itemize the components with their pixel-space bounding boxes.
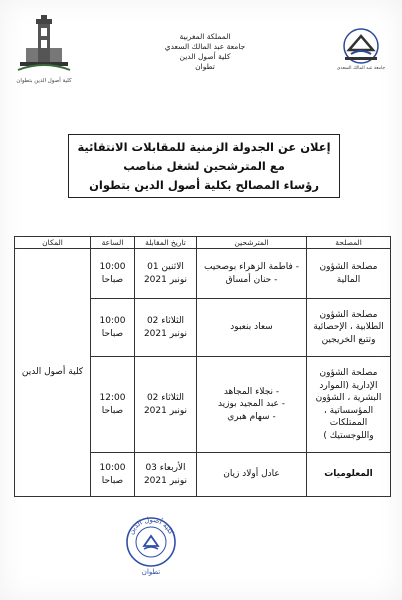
interview-schedule-table — [14, 236, 391, 497]
minaret-logo-icon — [12, 14, 76, 78]
time-cell: 10:00 صباحا — [91, 453, 135, 497]
faculty-logo-caption: كلية أصول الدين بتطوان — [16, 78, 72, 84]
header-line-university: جامعة عبد المالك السعدي — [164, 42, 246, 51]
dept-cell: المعلوميات — [307, 453, 391, 497]
faculty-logo — [8, 14, 80, 100]
time-cell: 10:00 صباحا — [91, 249, 135, 299]
candidate-name: - فاطمة الزهراء بوصحيب — [200, 261, 303, 274]
candidate-name: - سهام هبري — [200, 411, 303, 424]
candidate-name: - نجلاء المجاهد — [200, 386, 303, 399]
dept-cell: مصلحة الشؤون المالية — [307, 249, 391, 299]
date-cell: الثلاثاء 02 نونبر 2021 — [135, 299, 197, 357]
institution-header — [150, 32, 260, 72]
university-logo-caption: جامعة عبد المالك السعدي — [336, 66, 386, 71]
header-line-faculty: كلية أصول الدين — [179, 52, 231, 61]
header-line-kingdom: المملكة المغربية — [179, 32, 231, 41]
header-candidates: المترشحين — [197, 237, 307, 249]
title-line-2: مع المترشحين لشغل مناصب — [123, 158, 285, 173]
time-cell: 10:00 صباحا — [91, 299, 135, 357]
table-row — [15, 249, 391, 299]
candidate-name: عادل أولاد زيان — [223, 469, 280, 480]
candidate-name: - عبد المجيد بوزيد — [200, 398, 303, 411]
stamp-seal-icon — [122, 512, 180, 576]
header-date: تاريخ المقابلة — [135, 237, 197, 249]
faculty-stamp — [122, 512, 180, 576]
table-header-row — [15, 237, 391, 249]
date-cell: الاثنين 01 نونبر 2021 — [135, 249, 197, 299]
place-cell: كلية أصول الدين — [15, 249, 91, 497]
time-cell: 12:00 صباحا — [91, 357, 135, 453]
title-line-3: رؤساء المصالح بكلية أصول الدين بتطوان — [89, 177, 319, 192]
date-cell: الثلاثاء 02 نونبر 2021 — [135, 357, 197, 453]
candidates-cell — [197, 299, 307, 357]
header-line-city: تطوان — [195, 62, 215, 71]
title-line-1: إعلان عن الجدولة الزمنية للمقابلات الانتقائية — [77, 139, 331, 154]
dept-cell: مصلحة الشؤون الطلابية ، الإحصائية وتتبع الخريجين — [307, 299, 391, 357]
candidates-cell — [197, 453, 307, 497]
header-time: الساعة — [91, 237, 135, 249]
candidate-name: - حنان أمساق — [200, 274, 303, 287]
svg-text:كلية أصول الدين — [127, 516, 175, 536]
stamp-city: تطوان — [141, 568, 161, 576]
candidates-cell — [197, 357, 307, 453]
stamp-text: كلية أصول الدين — [126, 515, 176, 536]
candidate-name: سعاد بنعبود — [230, 322, 273, 333]
university-logo — [330, 26, 392, 86]
candidates-cell — [197, 249, 307, 299]
header-place: المكان — [15, 237, 91, 249]
dept-cell: مصلحة الشؤون الإدارية (الموارد البشرية ، الشؤون المؤسساتية ، الممتلكات واللوجستيك ) — [307, 357, 391, 453]
announcement-title-box — [68, 134, 340, 198]
date-cell: الأربعاء 03 نونبر 2021 — [135, 453, 197, 497]
header-dept: المصلحة — [307, 237, 391, 249]
university-emblem-icon — [341, 26, 381, 66]
